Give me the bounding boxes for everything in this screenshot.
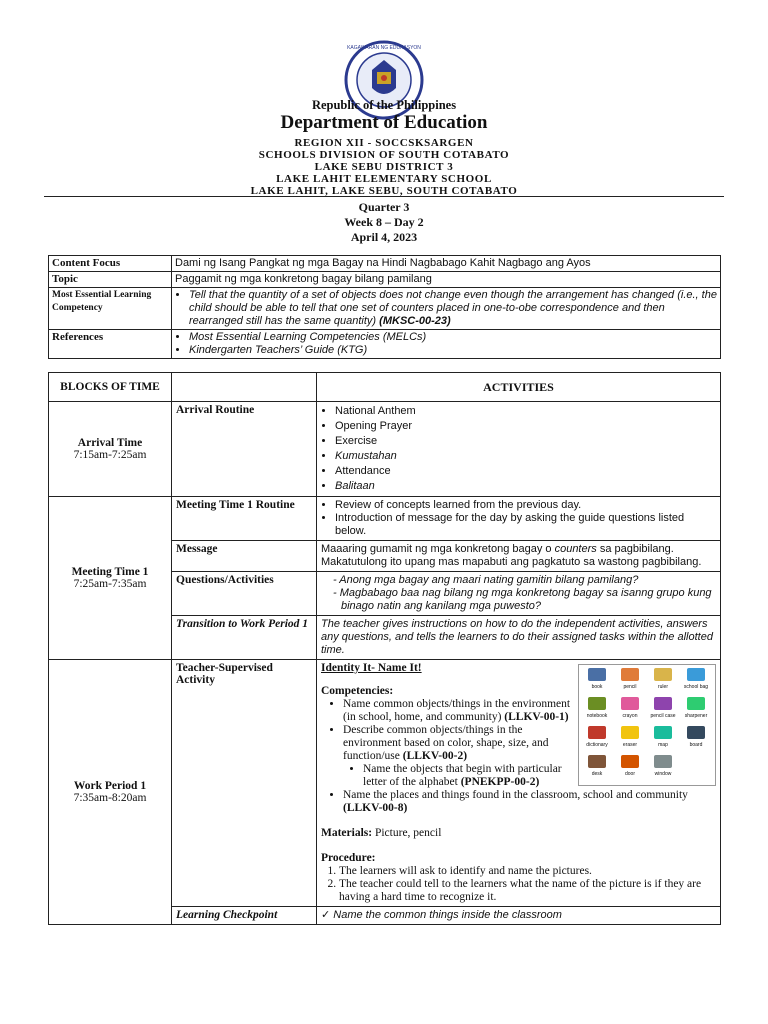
object-icon [621, 697, 639, 710]
work-period-title: Work Period 1 [73, 780, 147, 792]
procedure-label: Procedure: [321, 852, 376, 864]
picture-item [647, 668, 679, 694]
melc-value [172, 288, 721, 330]
picture-label: ruler [657, 684, 668, 690]
competency-text: Name the objects that begin with particular letter of the alphabet [363, 763, 562, 788]
materials-line [321, 827, 716, 840]
table-header-row [49, 373, 721, 402]
object-icon [687, 697, 705, 710]
picture-item [581, 697, 613, 723]
picture-item [614, 668, 646, 694]
list-item: • Exercise [335, 434, 716, 449]
procedure-step: 2. The teacher could tell to the learners what the name of the picture is if they are having a hard time to recognize it. [339, 878, 716, 904]
message-text [317, 541, 721, 572]
list-item: • Attendance [335, 464, 716, 479]
references-label: References [49, 330, 172, 359]
picture-item [647, 755, 679, 781]
classroom-objects-picture [578, 664, 716, 786]
topic-row [49, 272, 721, 288]
region-line: REGION XII - SOCCSKSARGEN [294, 137, 474, 149]
district-line: LAKE SEBU DISTRICT 3 [314, 161, 454, 173]
reference-item: • Kindergarten Teachers’ Guide (KTG) [189, 344, 717, 357]
work-period-row [49, 660, 721, 907]
questions-label: Questions/Activities [172, 572, 317, 616]
picture-label: crayon [622, 713, 638, 719]
melc-row [49, 288, 721, 330]
competency-text: Describe common objects/things in the environment based on color, shape, size, and function/use [343, 724, 549, 762]
object-icon [588, 668, 606, 681]
meeting-routine-list [317, 497, 721, 541]
work-period-block [49, 660, 172, 925]
blocks-of-time-header: BLOCKS OF TIME [49, 373, 172, 402]
picture-label: notebook [586, 713, 608, 719]
object-icon [621, 668, 639, 681]
topic-label: Topic [49, 272, 172, 288]
message-pre: Maaaring gumamit ng mga konkretong bagay o [321, 543, 555, 555]
list-item: • Opening Prayer [335, 419, 716, 434]
picture-label: pencil [623, 684, 637, 690]
list-item: • Introduction of message for the day by asking the guide questions listed below. [335, 512, 716, 538]
republic-line: Republic of the Philippines [311, 98, 457, 112]
picture-item [647, 726, 679, 752]
department-title: Department of Education [280, 112, 488, 133]
svg-text:KAGAWARAN NG EDUKASYON: KAGAWARAN NG EDUKASYON [347, 45, 421, 51]
list-item: • Kumustahan [335, 449, 716, 464]
list-item: • Review of concepts learned from the previous day. [335, 499, 716, 512]
references-row [49, 330, 721, 359]
transition-text: The teacher gives instructions on how to do the independent activities, answers any questions, and tells the learners to do their assigned tasks within the allotted time. [317, 616, 721, 660]
week-line: Week 8 – Day 2 [344, 215, 424, 229]
competency-code: (LLKV-00-8) [343, 802, 408, 814]
arrival-title: Arrival Time [77, 437, 143, 449]
picture-item [680, 668, 712, 694]
object-icon [588, 697, 606, 710]
work-period-time: 7:35am-8:20am [73, 792, 147, 804]
meeting-time: 7:25am-7:35am [73, 578, 147, 590]
competency-text: Name the places and things found in the classroom, school and community [343, 789, 688, 801]
transition-label: Transition to Work Period 1 [172, 616, 317, 660]
object-icon [654, 668, 672, 681]
arrival-block [49, 402, 172, 497]
picture-label: pencil case [650, 713, 676, 719]
date-line: April 4, 2023 [350, 230, 418, 244]
arrival-row [49, 402, 721, 497]
competency-code: (PNEKPP-00-2) [460, 776, 540, 788]
division-line: SCHOOLS DIVISION OF SOUTH COTABATO [258, 149, 510, 161]
school-line: LAKE LAHIT ELEMENTARY SCHOOL [276, 173, 492, 185]
melc-label: Most Essential Learning Competency [49, 288, 172, 330]
object-icon [588, 755, 606, 768]
check-icon: ✓ [321, 909, 331, 921]
object-icon [621, 755, 639, 768]
question-item: - Magbabago baa nag bilang ng mga konkretong bagay sa isanng grupo kung binago natin ang kanilang mga puwesto? [333, 587, 712, 612]
materials-value: Picture, pencil [372, 827, 442, 839]
empty-header-cell [172, 373, 317, 402]
address-line: LAKE LAHIT, LAKE SEBU, SOUTH COTABATO [250, 185, 518, 197]
object-icon [654, 726, 672, 739]
picture-label: eraser [622, 742, 638, 748]
tsa-label: Teacher-Supervised Activity [172, 660, 317, 907]
activity-title: Identity It- Name It! [321, 662, 422, 674]
competencies-label: Competencies: [321, 685, 394, 697]
picture-label: dictionary [586, 742, 608, 748]
picture-item [614, 755, 646, 781]
references-value [172, 330, 721, 359]
questions-list [317, 572, 721, 616]
content-focus-label: Content Focus [49, 256, 172, 272]
procedure-step: 1. The learners will ask to identify and name the pictures. [339, 865, 716, 878]
meeting-routine-label: Meeting Time 1 Routine [172, 497, 317, 541]
picture-item [581, 726, 613, 752]
message-label: Message [172, 541, 317, 572]
picture-label: sharpener [684, 713, 708, 719]
checkpoint-label: Learning Checkpoint [172, 907, 317, 925]
arrival-time: 7:15am-7:25am [73, 449, 147, 461]
list-item: • National Anthem [335, 404, 716, 419]
picture-label: window [654, 771, 672, 777]
quarter-line: Quarter 3 [358, 200, 410, 214]
melc-code: (MKSC-00-23) [379, 315, 451, 327]
meeting-block [49, 497, 172, 660]
arrival-routine-label: Arrival Routine [172, 402, 317, 497]
picture-item [680, 697, 712, 723]
picture-item [680, 726, 712, 752]
picture-label: book [591, 684, 603, 690]
activities-header: ACTIVITIES [317, 373, 721, 402]
object-icon [588, 726, 606, 739]
competency-item [343, 789, 716, 815]
checkpoint-value: Name the common things inside the classroom [333, 909, 562, 921]
picture-label: desk [591, 771, 603, 777]
object-icon [654, 755, 672, 768]
checkpoint-text [317, 907, 721, 925]
question-item: - Anong mga bagay ang maari nating gamitin bilang pamilang? [333, 574, 639, 586]
meeting-routine-row [49, 497, 721, 541]
topic-value: Paggamit ng mga konkretong bagay bilang pamilang [172, 272, 721, 288]
object-icon [621, 726, 639, 739]
header-divider [44, 196, 724, 197]
message-em: counters [554, 543, 597, 555]
picture-item [647, 697, 679, 723]
competency-code: (LLKV-00-2) [402, 750, 468, 762]
list-item: • Balitaan [335, 479, 716, 494]
arrival-routine-list [317, 402, 721, 497]
picture-item [581, 668, 613, 694]
meeting-title: Meeting Time 1 [71, 566, 149, 578]
lesson-info-table [48, 255, 721, 359]
object-icon [687, 668, 705, 681]
competency-text: Name common objects/things in the environment (in school, home, and community) [343, 698, 571, 723]
picture-label: door [624, 771, 635, 777]
picture-item [581, 755, 613, 781]
object-icon [687, 726, 705, 739]
message-post: sa pagbibilang. Makatutulong ito upang mas mapabuti ang pagkatuto sa wastong pagbibilang. [321, 543, 702, 568]
content-focus-value: Dami ng Isang Pangkat ng mga Bagay na Hindi Nagbabago Kahit Nagbago ang Ayos [172, 256, 721, 272]
materials-label: Materials: [321, 827, 373, 839]
content-focus-row [49, 256, 721, 272]
picture-label: board [689, 742, 703, 748]
object-icon [654, 697, 672, 710]
picture-item [614, 697, 646, 723]
picture-label: map [658, 742, 668, 748]
reference-item: • Most Essential Learning Competencies (MELCs) [189, 331, 717, 344]
picture-item [614, 726, 646, 752]
melc-text: Tell that the quantity of a set of objects does not change even though the arrangement has changed (i.e., the child should be able to tell that one set of counters placed in one-to-obe correspondence and then rearranged still has the same quantity) [189, 289, 717, 327]
competency-code: (LLKV-00-1) [504, 711, 569, 723]
activities-table [48, 372, 721, 925]
tsa-content [317, 660, 721, 907]
picture-label: school bag [683, 684, 709, 690]
